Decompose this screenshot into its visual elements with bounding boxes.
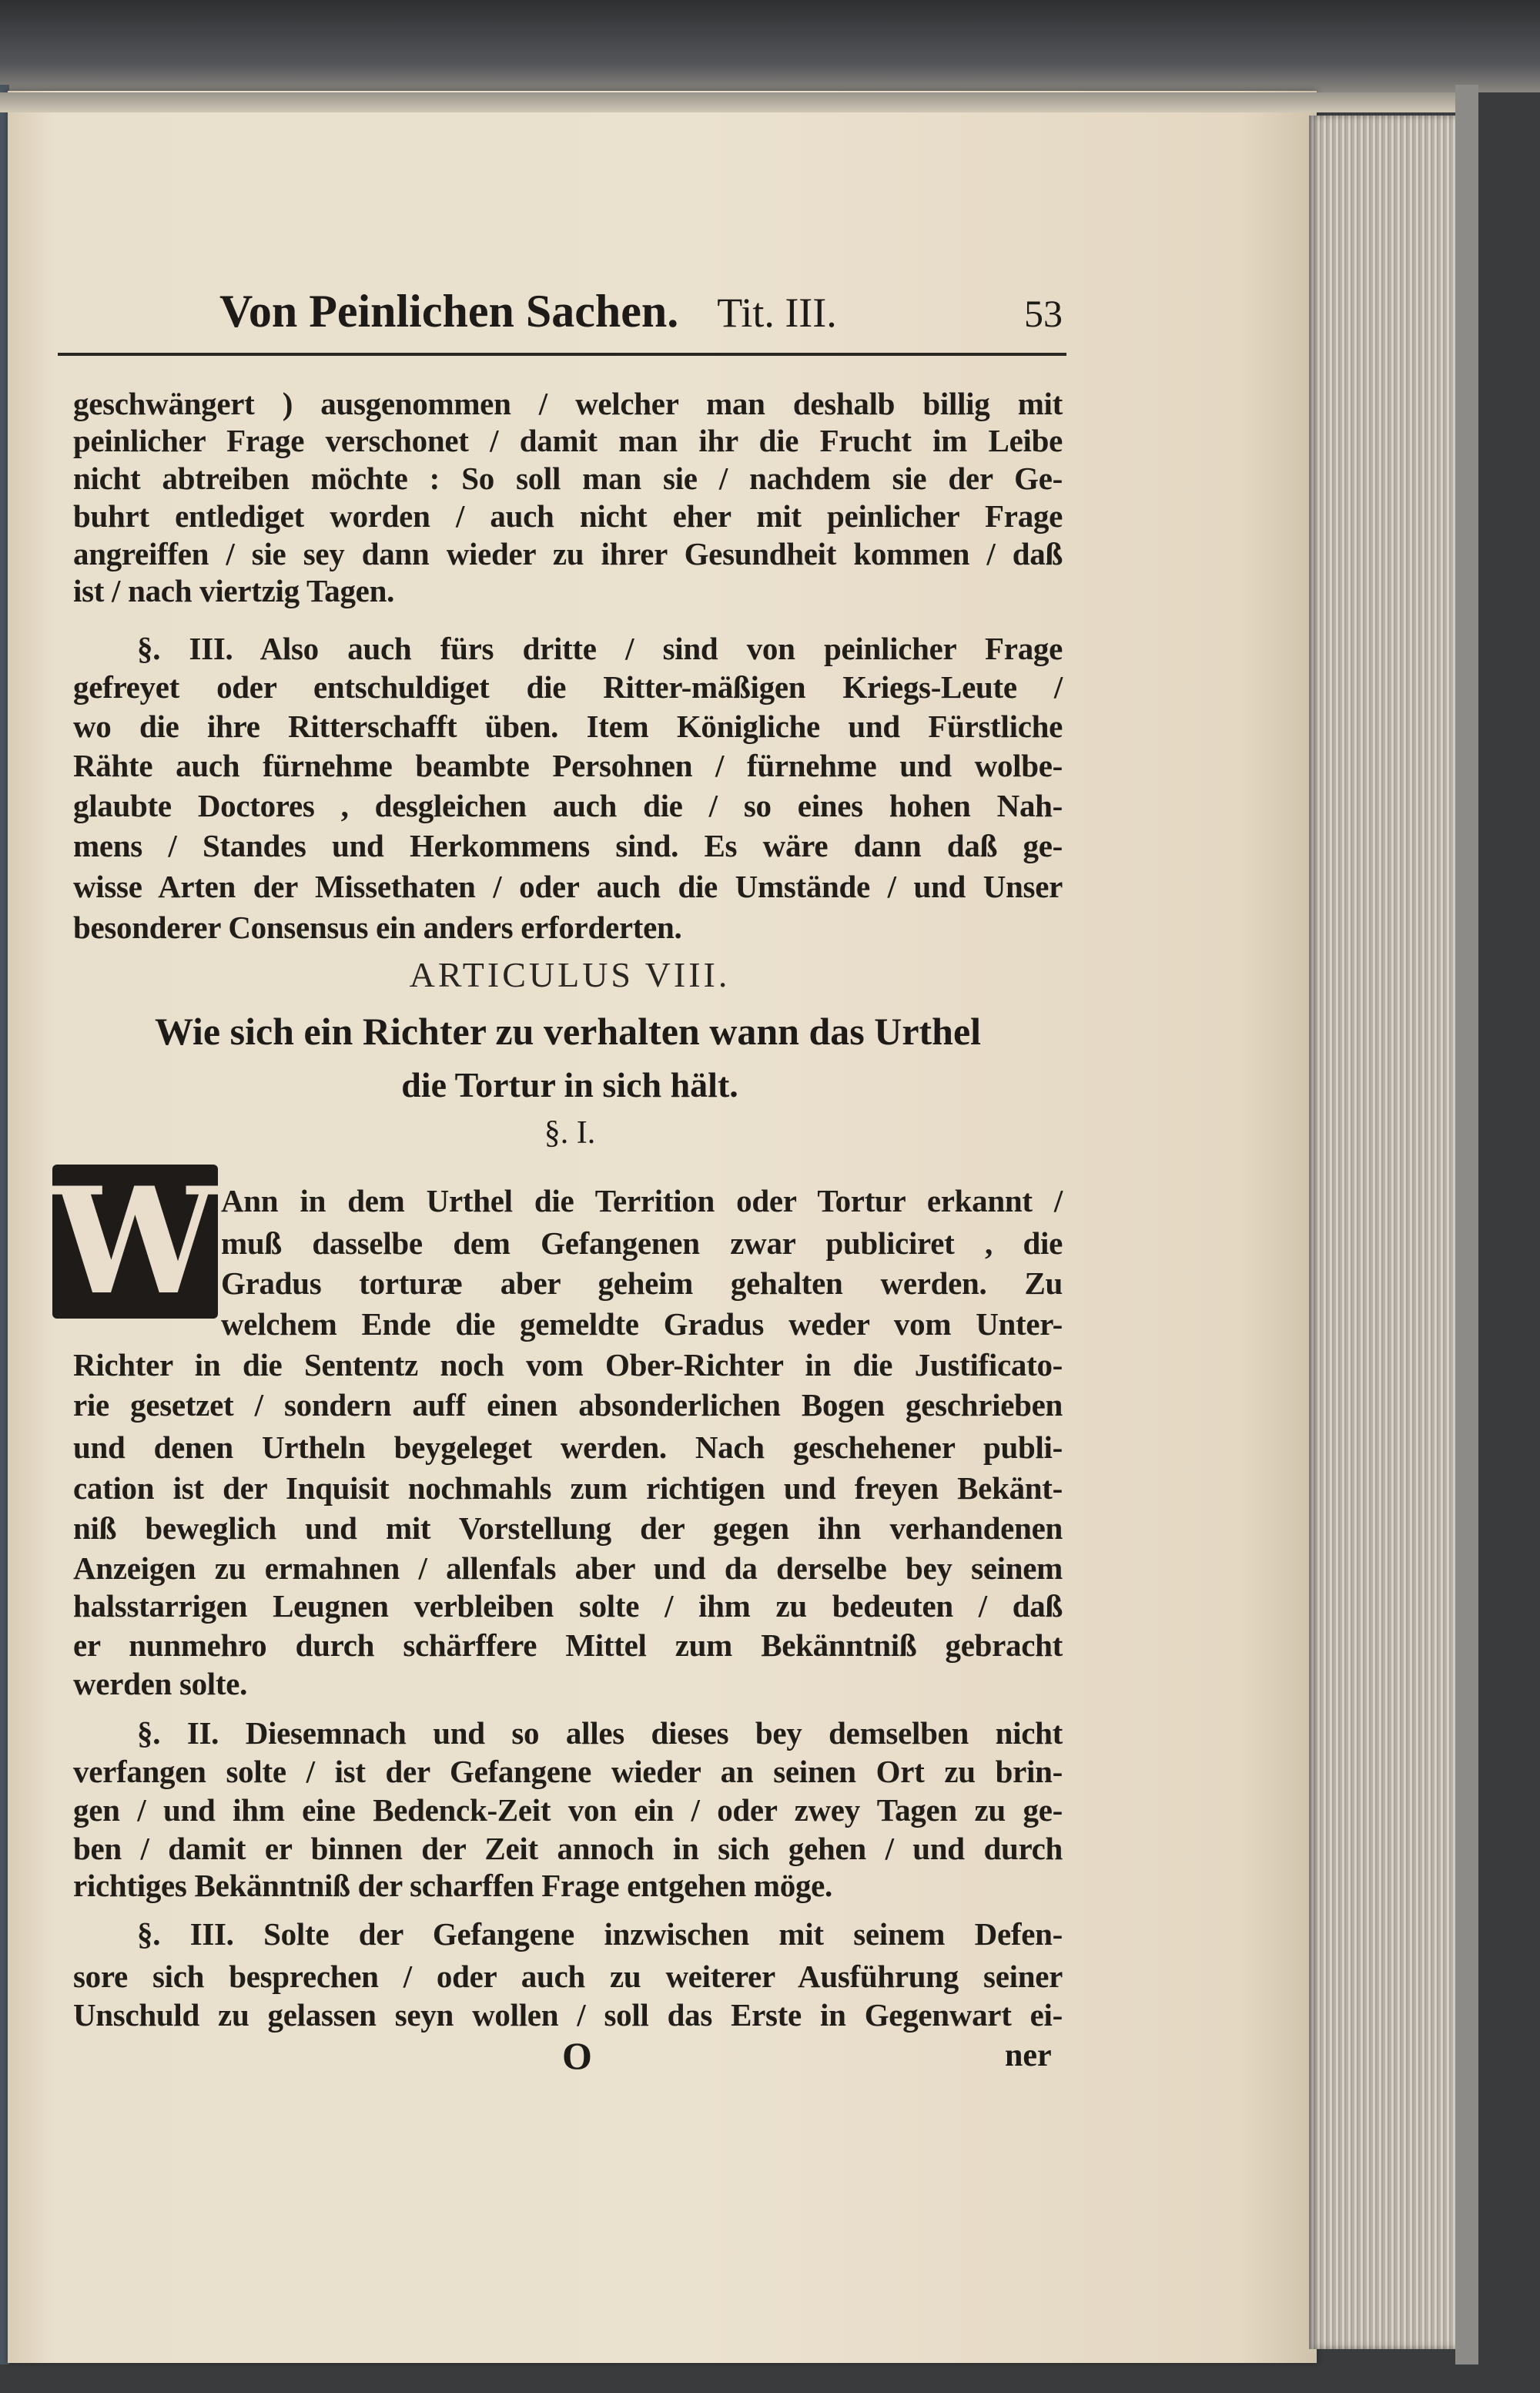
signature-mark: O xyxy=(562,2034,592,2077)
text-line: rie gesetzet / sondern auff einen absonderlichen Bogen geschrieben xyxy=(73,1387,1063,1423)
text-line: gefreyet oder entschuldiget die Ritter-mäßigen Kriegs-Leute / xyxy=(73,669,1063,705)
text-line: ben / damit er binnen der Zeit annoch in sich gehen / und durch xyxy=(73,1831,1063,1866)
running-header-section: Tit. III. xyxy=(717,290,837,336)
catchword: ner xyxy=(1005,2038,1052,2073)
text-line: wisse Arten der Missethaten / oder auch die Umstände / und Unser xyxy=(73,869,1063,904)
scan-background-top xyxy=(0,0,1540,92)
book-cover-right-edge xyxy=(1455,85,1478,2365)
text-line: §. II. Diesemnach und so alles dieses bey demselben nicht xyxy=(137,1715,1063,1751)
text-line: werden solte. xyxy=(73,1666,248,1701)
text-line: mens / Standes und Herkommens sind. Es wäre dann daß ge- xyxy=(73,828,1063,863)
text-line: buhrt entlediget worden / auch nicht eher mit peinlicher Frage xyxy=(73,498,1063,534)
text-line: ist / nach viertzig Tagen. xyxy=(73,573,395,608)
decorated-initial: W xyxy=(52,1155,218,1327)
text-line: und denen Urtheln beygeleget werden. Nach geschehener publi- xyxy=(73,1429,1063,1465)
running-header xyxy=(219,285,1063,347)
text-line: Ann in dem Urthel die Territion oder Tortur erkannt / xyxy=(221,1183,1063,1218)
book-page-edges xyxy=(1309,116,1455,2349)
text-line: glaubte Doctores , desgleichen auch die / so eines hohen Nah- xyxy=(73,788,1063,823)
text-line: Richter in die Sententz noch vom Ober-Richter in die Justificato- xyxy=(73,1347,1063,1383)
text-line: §. III. Solte der Gefangene inzwischen mit seinem Defen- xyxy=(137,1916,1063,1952)
text-line: §. III. Also auch fürs dritte / sind von peinlicher Frage xyxy=(137,631,1063,666)
text-line: Rähte auch fürnehme beambte Persohnen / fürnehme und wolbe- xyxy=(73,748,1063,783)
article-label: ARTICULUS VIII. xyxy=(409,955,731,994)
header-rule xyxy=(58,353,1066,356)
text-line: Anzeigen zu ermahnen / allenfals aber und da derselbe bey seinem xyxy=(73,1550,1063,1586)
text-line: Gradus torturæ aber geheim gehalten werden. Zu xyxy=(221,1265,1063,1301)
text-line: muß dasselbe dem Gefangenen zwar publiciret , die xyxy=(221,1225,1063,1261)
text-line: er nunmehro durch schärffere Mittel zum Bekänntniß gebracht xyxy=(73,1627,1063,1663)
text-line: richtiges Bekänntniß der scharffen Frage entgehen möge. xyxy=(73,1868,832,1903)
text-line: nicht abtreiben möchte : So soll man sie / nachdem sie der Ge- xyxy=(73,461,1063,496)
page-top-edge xyxy=(0,92,1463,112)
section-marker: §. I. xyxy=(544,1115,596,1151)
text-line: cation ist der Inquisit nochmahls zum richtigen und freyen Bekänt- xyxy=(73,1470,1063,1506)
text-line: besonderer Consensus ein anders erforderten. xyxy=(73,910,682,945)
article-subtitle: die Tortur in sich hält. xyxy=(401,1065,738,1104)
text-line: niß beweglich und mit Vorstellung der gegen ihn verhandenen xyxy=(73,1510,1063,1546)
page-number: 53 xyxy=(1024,292,1063,335)
text-line: wo die ihre Ritterschafft üben. Item Königliche und Fürstliche xyxy=(73,709,1063,744)
text-line: peinlicher Frage verschonet / damit man ihr die Frucht im Leibe xyxy=(73,423,1063,458)
article-title: Wie sich ein Richter zu verhalten wann das Urthel xyxy=(154,1010,982,1053)
text-line: halsstarrigen Leugnen verbleiben solte / ihm zu bedeuten / daß xyxy=(73,1588,1063,1624)
text-line: sore sich besprechen / oder auch zu weiterer Ausführung seiner xyxy=(73,1959,1063,1994)
text-line: welchem Ende die gemeldte Gradus weder vom Unter- xyxy=(221,1306,1063,1342)
text-line: Unschuld zu gelassen seyn wollen / soll das Erste in Gegenwart ei- xyxy=(73,1997,1063,2033)
text-line: verfangen solte / ist der Gefangene wieder an seinen Ort zu brin- xyxy=(73,1754,1063,1789)
text-line: angreiffen / sie sey dann wieder zu ihrer Gesundheit kommen / daß xyxy=(73,536,1063,571)
text-line: geschwängert ) ausgenommen / welcher man deshalb billig mit xyxy=(73,386,1063,421)
running-header-title: Von Peinlichen Sachen. xyxy=(219,286,679,337)
text-line: gen / und ihm eine Bedenck-Zeit von ein / oder zwey Tagen zu ge- xyxy=(73,1792,1063,1828)
